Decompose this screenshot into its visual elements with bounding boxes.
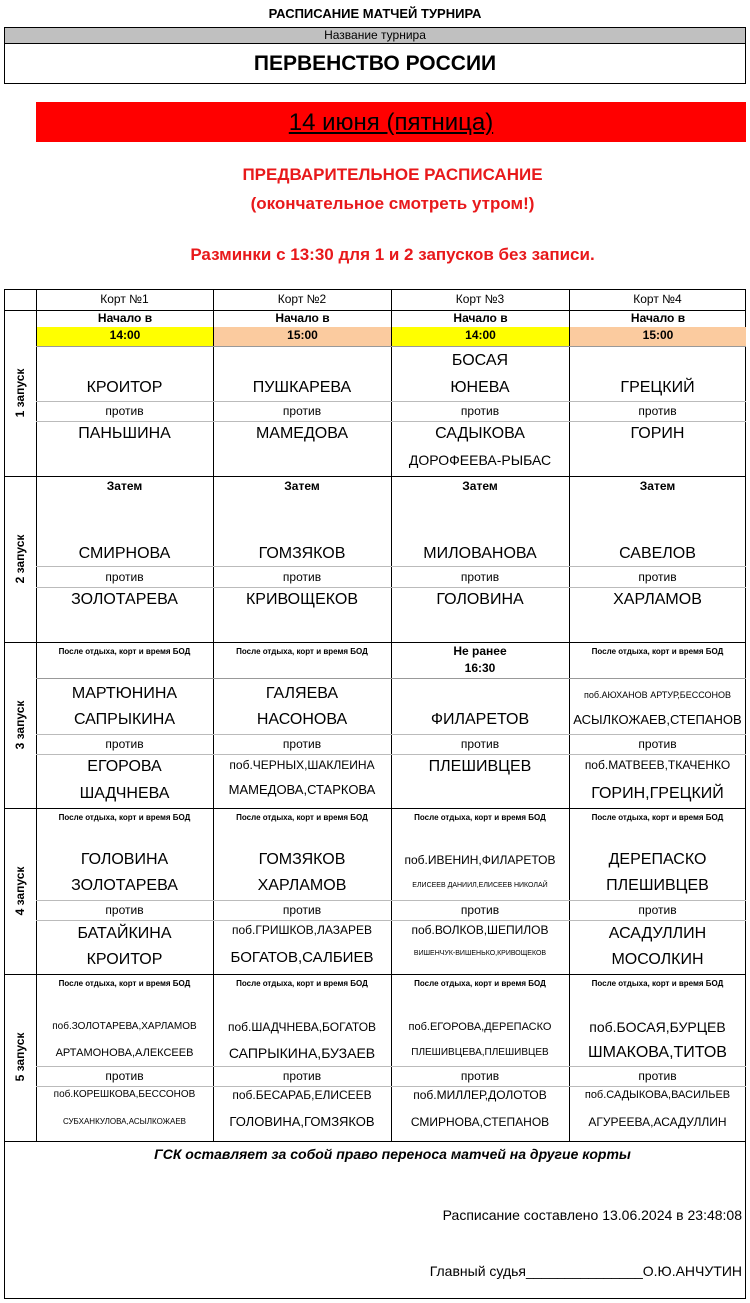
start-label: Начало в	[453, 312, 508, 325]
versus-label: против	[282, 404, 322, 418]
player-name: ЗОЛОТАРЕВА	[71, 877, 178, 894]
player-name: ЮНЕВА	[450, 379, 510, 396]
date-banner	[36, 102, 746, 142]
not-before-time: 16:30	[464, 661, 496, 675]
player-name: САДЫКОВА	[435, 425, 525, 442]
player-name: ШМАКОВА,ТИТОВ	[588, 1044, 727, 1061]
after-rest-label: После отдыха, корт и время БОД	[236, 979, 368, 988]
versus-label: против	[105, 404, 144, 418]
round-label: 5 запуск	[13, 1032, 27, 1082]
then-label: Затем	[284, 479, 320, 493]
player-name: АРТАМОНОВА,АЛЕКСЕЕВ	[55, 1047, 194, 1059]
warmup-notice: Разминки с 13:30 для 1 и 2 запусков без записи.	[190, 245, 595, 264]
versus-label: против	[638, 404, 677, 418]
preliminary-subnotice: (окончательное смотреть утром!)	[250, 194, 535, 213]
court-header-1: Корт №1	[100, 292, 149, 306]
player-name: СМИРНОВА	[78, 545, 171, 562]
player-name: ПАНЬШИНА	[78, 425, 171, 442]
player-name: КРИВОЩЕКОВ	[245, 591, 358, 608]
player-name: ПУШКАРЕВА	[252, 379, 352, 396]
then-label: Затем	[462, 479, 498, 493]
player-name: ГОРИН	[630, 425, 685, 442]
player-name: поб.АЮХАНОВ АРТУР,БЕССОНОВ	[583, 690, 732, 700]
player-name: поб.ГРИШКОВ,ЛАЗАРЕВ	[231, 923, 373, 937]
player-name: ГОМЗЯКОВ	[258, 851, 346, 868]
versus-label: против	[460, 903, 500, 917]
round-label: 1 запуск	[13, 368, 27, 418]
player-name: поб.МИЛЛЕР,ДОЛОТОВ	[413, 1088, 547, 1102]
player-name: ГОЛОВИНА,ГОМЗЯКОВ	[229, 1114, 375, 1129]
grid-divider	[4, 642, 746, 643]
versus-label: против	[638, 570, 677, 584]
after-rest-label: После отдыха, корт и время БОД	[58, 813, 191, 822]
player-name: ПЛЕШИВЦЕВ	[606, 877, 709, 894]
player-name: МИЛОВАНОВА	[423, 545, 537, 562]
player-name: поб.ЕГОРОВА,ДЕРЕПАСКО	[408, 1021, 552, 1033]
player-name: БОСАЯ	[451, 352, 509, 369]
after-rest-label: После отдыха, корт и время БОД	[414, 813, 546, 822]
after-rest-label: После отдыха, корт и время БОД	[58, 979, 191, 988]
after-rest-label: После отдыха, корт и время БОД	[591, 979, 724, 988]
after-rest-label: После отдыха, корт и время БОД	[591, 813, 724, 822]
start-time: 15:00	[570, 327, 746, 346]
versus-label: против	[460, 570, 500, 584]
player-name: ГОЛОВИНА	[80, 851, 169, 868]
versus-label: против	[282, 570, 322, 584]
player-name: АСАДУЛЛИН	[608, 925, 707, 942]
after-rest-label: После отдыха, корт и время БОД	[591, 647, 724, 656]
grid-divider	[4, 808, 746, 809]
player-name: ЗОЛОТАРЕВА	[71, 591, 178, 608]
round-label: 2 запуск	[13, 534, 27, 584]
court-header-2: Корт №2	[277, 292, 327, 306]
player-name: ГОЛОВИНА	[436, 591, 524, 608]
composed-timestamp: Расписание составлено 13.06.2024 в 23:48:08	[442, 1207, 742, 1223]
start-label: Начало в	[275, 312, 330, 325]
versus-label: против	[638, 1069, 677, 1083]
player-name: САПРЫКИНА,БУЗАЕВ	[228, 1045, 376, 1061]
player-name: СУБХАНКУЛОВА,АСЫЛКОЖАЕВ	[62, 1117, 187, 1126]
court-change-note: ГСК оставляет за собой право переноса матчей на другие корты	[154, 1146, 631, 1162]
player-name: КРОИТОР	[86, 379, 163, 396]
player-name: ФИЛАРЕТОВ	[430, 711, 530, 728]
player-name: поб.ВОЛКОВ,ШЕПИЛОВ	[411, 923, 549, 937]
grid-subdivider	[36, 346, 746, 347]
tournament-name: ПЕРВЕНСТВО РОССИИ	[4, 44, 746, 84]
player-name: САВЕЛОВ	[619, 545, 696, 562]
player-name: ЕЛИСЕЕВ ДАНИИЛ,ЕЛИСЕЕВ НИКОЛАЙ	[412, 882, 548, 889]
player-name: МОСОЛКИН	[611, 951, 704, 968]
start-time: 15:00	[214, 327, 391, 346]
player-name: ДЕРЕПАСКО	[608, 851, 707, 868]
player-name: БОГАТОВ,САЛБИЕВ	[230, 949, 374, 966]
player-name: поб.КОРЕШКОВА,БЕССОНОВ	[53, 1089, 196, 1100]
player-name: поб.ИВЕНИН,ФИЛАРЕТОВ	[404, 853, 556, 867]
start-time: 14:00	[37, 327, 213, 346]
court-header-4: Корт №4	[633, 292, 682, 306]
document-title: РАСПИСАНИЕ МАТЧЕЙ ТУРНИРА	[268, 6, 482, 21]
versus-label: против	[282, 903, 322, 917]
chief-judge-line: Главный судья_______________О.Ю.АНЧУТИН	[429, 1263, 742, 1279]
player-name: МАРТЮНИНА	[71, 685, 178, 702]
round-label: 4 запуск	[13, 866, 27, 916]
after-rest-label: После отдыха, корт и время БОД	[414, 979, 546, 988]
grid-divider	[4, 974, 746, 975]
player-name: ГОМЗЯКОВ	[258, 545, 346, 562]
player-name: ПЛЕШИВЦЕВ	[428, 758, 532, 775]
player-name: НАСОНОВА	[256, 711, 348, 728]
versus-label: против	[105, 903, 144, 917]
player-name: поб.БЕСАРАБ,ЕЛИСЕЕВ	[232, 1088, 372, 1102]
after-rest-label: После отдыха, корт и время БОД	[236, 647, 368, 656]
versus-label: против	[105, 570, 144, 584]
date-text: 14 июня (пятница)	[288, 109, 494, 136]
player-name: АГУРЕЕВА,АСАДУЛЛИН	[588, 1115, 727, 1129]
tournament-label: Название турнира	[4, 27, 746, 44]
player-name: поб.ЗОЛОТАРЕВА,ХАРЛАМОВ	[52, 1021, 197, 1032]
round-label: 3 запуск	[13, 700, 27, 750]
then-label: Затем	[106, 479, 143, 493]
player-name: ДОРОФЕЕВА-РЫБАС	[408, 452, 552, 468]
then-label: Затем	[639, 479, 676, 493]
player-name: ГАЛЯЕВА	[265, 685, 339, 702]
player-name: поб.ШАДЧНЕВА,БОГАТОВ	[227, 1020, 377, 1034]
versus-label: против	[282, 1069, 322, 1083]
versus-label: против	[638, 903, 677, 917]
player-name: поб.САДЫКОВА,ВАСИЛЬЕВ	[584, 1089, 731, 1101]
versus-label: против	[460, 737, 500, 751]
grid-divider	[4, 476, 746, 477]
player-name: ХАРЛАМОВ	[257, 877, 347, 894]
player-name: КРОИТОР	[86, 951, 163, 968]
player-name: ПЛЕШИВЦЕВА,ПЛЕШИВЦЕВ	[411, 1047, 549, 1058]
after-rest-label: После отдыха, корт и время БОД	[58, 647, 191, 656]
player-name: МАМЕДОВА,СТАРКОВА	[228, 782, 376, 797]
player-name: поб.ЧЕРНЫХ,ШАКЛЕИНА	[229, 758, 375, 772]
player-name: ХАРЛАМОВ	[613, 591, 702, 608]
player-name: БАТАЙКИНА	[77, 925, 172, 942]
player-name: МАМЕДОВА	[255, 425, 349, 442]
versus-label: против	[282, 737, 322, 751]
player-name: поб.МАТВЕЕВ,ТКАЧЕНКО	[584, 758, 731, 772]
player-name: САПРЫКИНА	[73, 711, 176, 728]
not-before-label: Не ранее	[453, 644, 507, 658]
player-name: ГОРИН,ГРЕЦКИЙ	[591, 785, 724, 802]
versus-label: против	[105, 737, 144, 751]
court-header-3: Корт №3	[455, 292, 505, 306]
after-rest-label: После отдыха, корт и время БОД	[236, 813, 368, 822]
preliminary-notice: ПРЕДВАРИТЕЛЬНОЕ РАСПИСАНИЕ	[242, 165, 543, 184]
versus-label: против	[460, 1069, 500, 1083]
player-name: ГРЕЦКИЙ	[620, 379, 695, 396]
player-name: АСЫЛКОЖАЕВ,СТЕПАНОВ	[573, 712, 742, 727]
start-label: Начало в	[97, 312, 153, 325]
start-label: Начало в	[630, 312, 686, 325]
grid-subdivider	[36, 678, 746, 679]
grid-divider	[4, 310, 746, 311]
player-name: ЕГОРОВА	[87, 758, 162, 775]
player-name: СМИРНОВА,СТЕПАНОВ	[410, 1115, 550, 1129]
start-time: 14:00	[392, 327, 569, 346]
versus-label: против	[460, 404, 500, 418]
versus-label: против	[105, 1069, 144, 1083]
player-name: поб.БОСАЯ,БУРЦЕВ	[589, 1019, 726, 1035]
player-name: ВИШЕНЧУК-ВИШЕНЬКО,КРИВОЩЕКОВ	[413, 950, 547, 957]
grid-subdivider	[36, 566, 746, 567]
player-name: ШАДЧНЕВА	[79, 785, 170, 802]
versus-label: против	[638, 737, 677, 751]
